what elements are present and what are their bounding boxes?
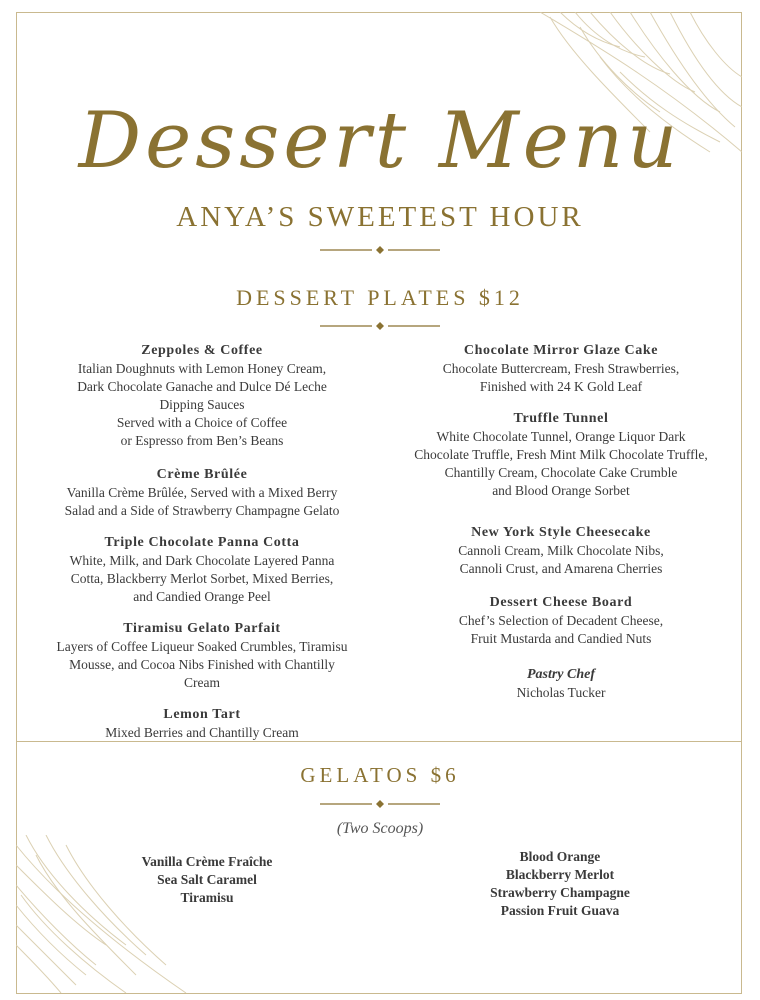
pastry-chef: [396, 666, 726, 702]
gelatos-heading: GELATOS $6: [300, 763, 460, 787]
dessert-list-left: [37, 342, 367, 756]
menu-item-name: New York Style Cheesecake: [471, 525, 651, 540]
menu-item-description: White Chocolate Tunnel, Orange Liquor Dark: [436, 429, 686, 444]
menu-item-name: Truffle Tunnel: [513, 411, 609, 426]
gelato-list-right: [460, 848, 660, 920]
menu-item-description: Cannoli Cream, Milk Chocolate Nibs,: [458, 543, 664, 558]
menu-item: [396, 342, 726, 396]
menu-item-description: Chantilly Cream, Chocolate Cake Crumble: [444, 465, 678, 480]
menu-item-description: or Espresso from Ben’s Beans: [120, 433, 284, 448]
menu-title: Dessert Menu: [78, 96, 682, 186]
menu-item-description: Served with a Choice of Coffee: [116, 415, 288, 430]
ornament-divider-icon: [320, 245, 440, 255]
menu-item: [396, 594, 726, 648]
menu-item-name: Triple Chocolate Panna Cotta: [104, 535, 300, 550]
menu-item-description: Finished with 24 K Gold Leaf: [479, 379, 643, 394]
menu-item: [396, 524, 726, 578]
menu-item-name: Chocolate Mirror Glaze Cake: [463, 343, 659, 358]
dessert-plates-heading: DESSERT PLATES $12: [236, 285, 524, 310]
menu-item-description: Dipping Sauces: [159, 397, 245, 412]
menu-item-description: Salad and a Side of Strawberry Champagne Gelato: [64, 503, 340, 518]
menu-item: [37, 342, 367, 450]
gelato-flavor: Sea Salt Caramel: [157, 872, 257, 887]
menu-item-description: Cotta, Blackberry Merlot Sorbet, Mixed Berries,: [70, 571, 334, 586]
menu-item-description: and Blood Orange Sorbet: [492, 483, 630, 498]
pastry-chef-title: Pastry Chef: [526, 667, 596, 682]
menu-item: [396, 410, 726, 500]
menu-item-name: Dessert Cheese Board: [489, 595, 633, 610]
menu-item: [37, 706, 367, 742]
ornament-divider-icon: [320, 321, 440, 331]
menu-item-name: Tiramisu Gelato Parfait: [123, 621, 281, 636]
menu-item-description: Mousse, and Cocoa Nibs Finished with Chantilly: [69, 657, 335, 672]
menu-item-description: White, Milk, and Dark Chocolate Layered Panna: [69, 553, 335, 568]
gelato-flavor: Blackberry Merlot: [505, 867, 615, 882]
menu-item-description: Chef’s Selection of Decadent Cheese,: [458, 613, 664, 628]
dessert-list-right: [396, 342, 726, 662]
menu-item-description: Fruit Mustarda and Candied Nuts: [470, 631, 652, 646]
gelato-flavor: Blood Orange: [519, 849, 601, 864]
gelato-flavor: Strawberry Champagne: [490, 885, 630, 900]
menu-item-name: Zeppoles & Coffee: [141, 343, 263, 358]
menu-item: [37, 466, 367, 520]
menu-item-description: Cannoli Crust, and Amarena Cherries: [459, 561, 663, 576]
gelato-flavor: Vanilla Crème Fraîche: [141, 854, 273, 869]
ornament-divider-icon: [320, 799, 440, 809]
menu-item: [37, 534, 367, 606]
menu-subtitle: ANYA’S SWEETEST HOUR: [176, 201, 584, 233]
menu-item-name: Crème Brûlée: [156, 467, 248, 482]
gelato-list-left: [107, 853, 307, 907]
menu-item-description: Vanilla Crème Brûlée, Served with a Mixed Berry: [66, 485, 338, 500]
menu-item-description: and Candied Orange Peel: [133, 589, 271, 604]
gelato-flavor: Tiramisu: [180, 890, 234, 905]
menu-item-description: Italian Doughnuts with Lemon Honey Cream,: [77, 361, 327, 376]
menu-item-description: Cream: [184, 675, 220, 690]
gelato-flavor: Passion Fruit Guava: [500, 903, 620, 918]
menu-item-description: Chocolate Truffle, Fresh Mint Milk Chocolate Truffle,: [414, 447, 708, 462]
menu-item: [37, 620, 367, 692]
pastry-chef-name: Nicholas Tucker: [516, 685, 606, 700]
menu-item-description: Chocolate Buttercream, Fresh Strawberries,: [442, 361, 680, 376]
gelato-note: (Two Scoops): [336, 820, 424, 837]
menu-item-description: Dark Chocolate Ganache and Dulce Dé Leche: [77, 379, 327, 394]
menu-item-description: Mixed Berries and Chantilly Cream: [105, 725, 299, 740]
menu-item-description: Layers of Coffee Liqueur Soaked Crumbles, Tiramisu: [56, 639, 348, 654]
menu-item-name: Lemon Tart: [163, 707, 241, 722]
